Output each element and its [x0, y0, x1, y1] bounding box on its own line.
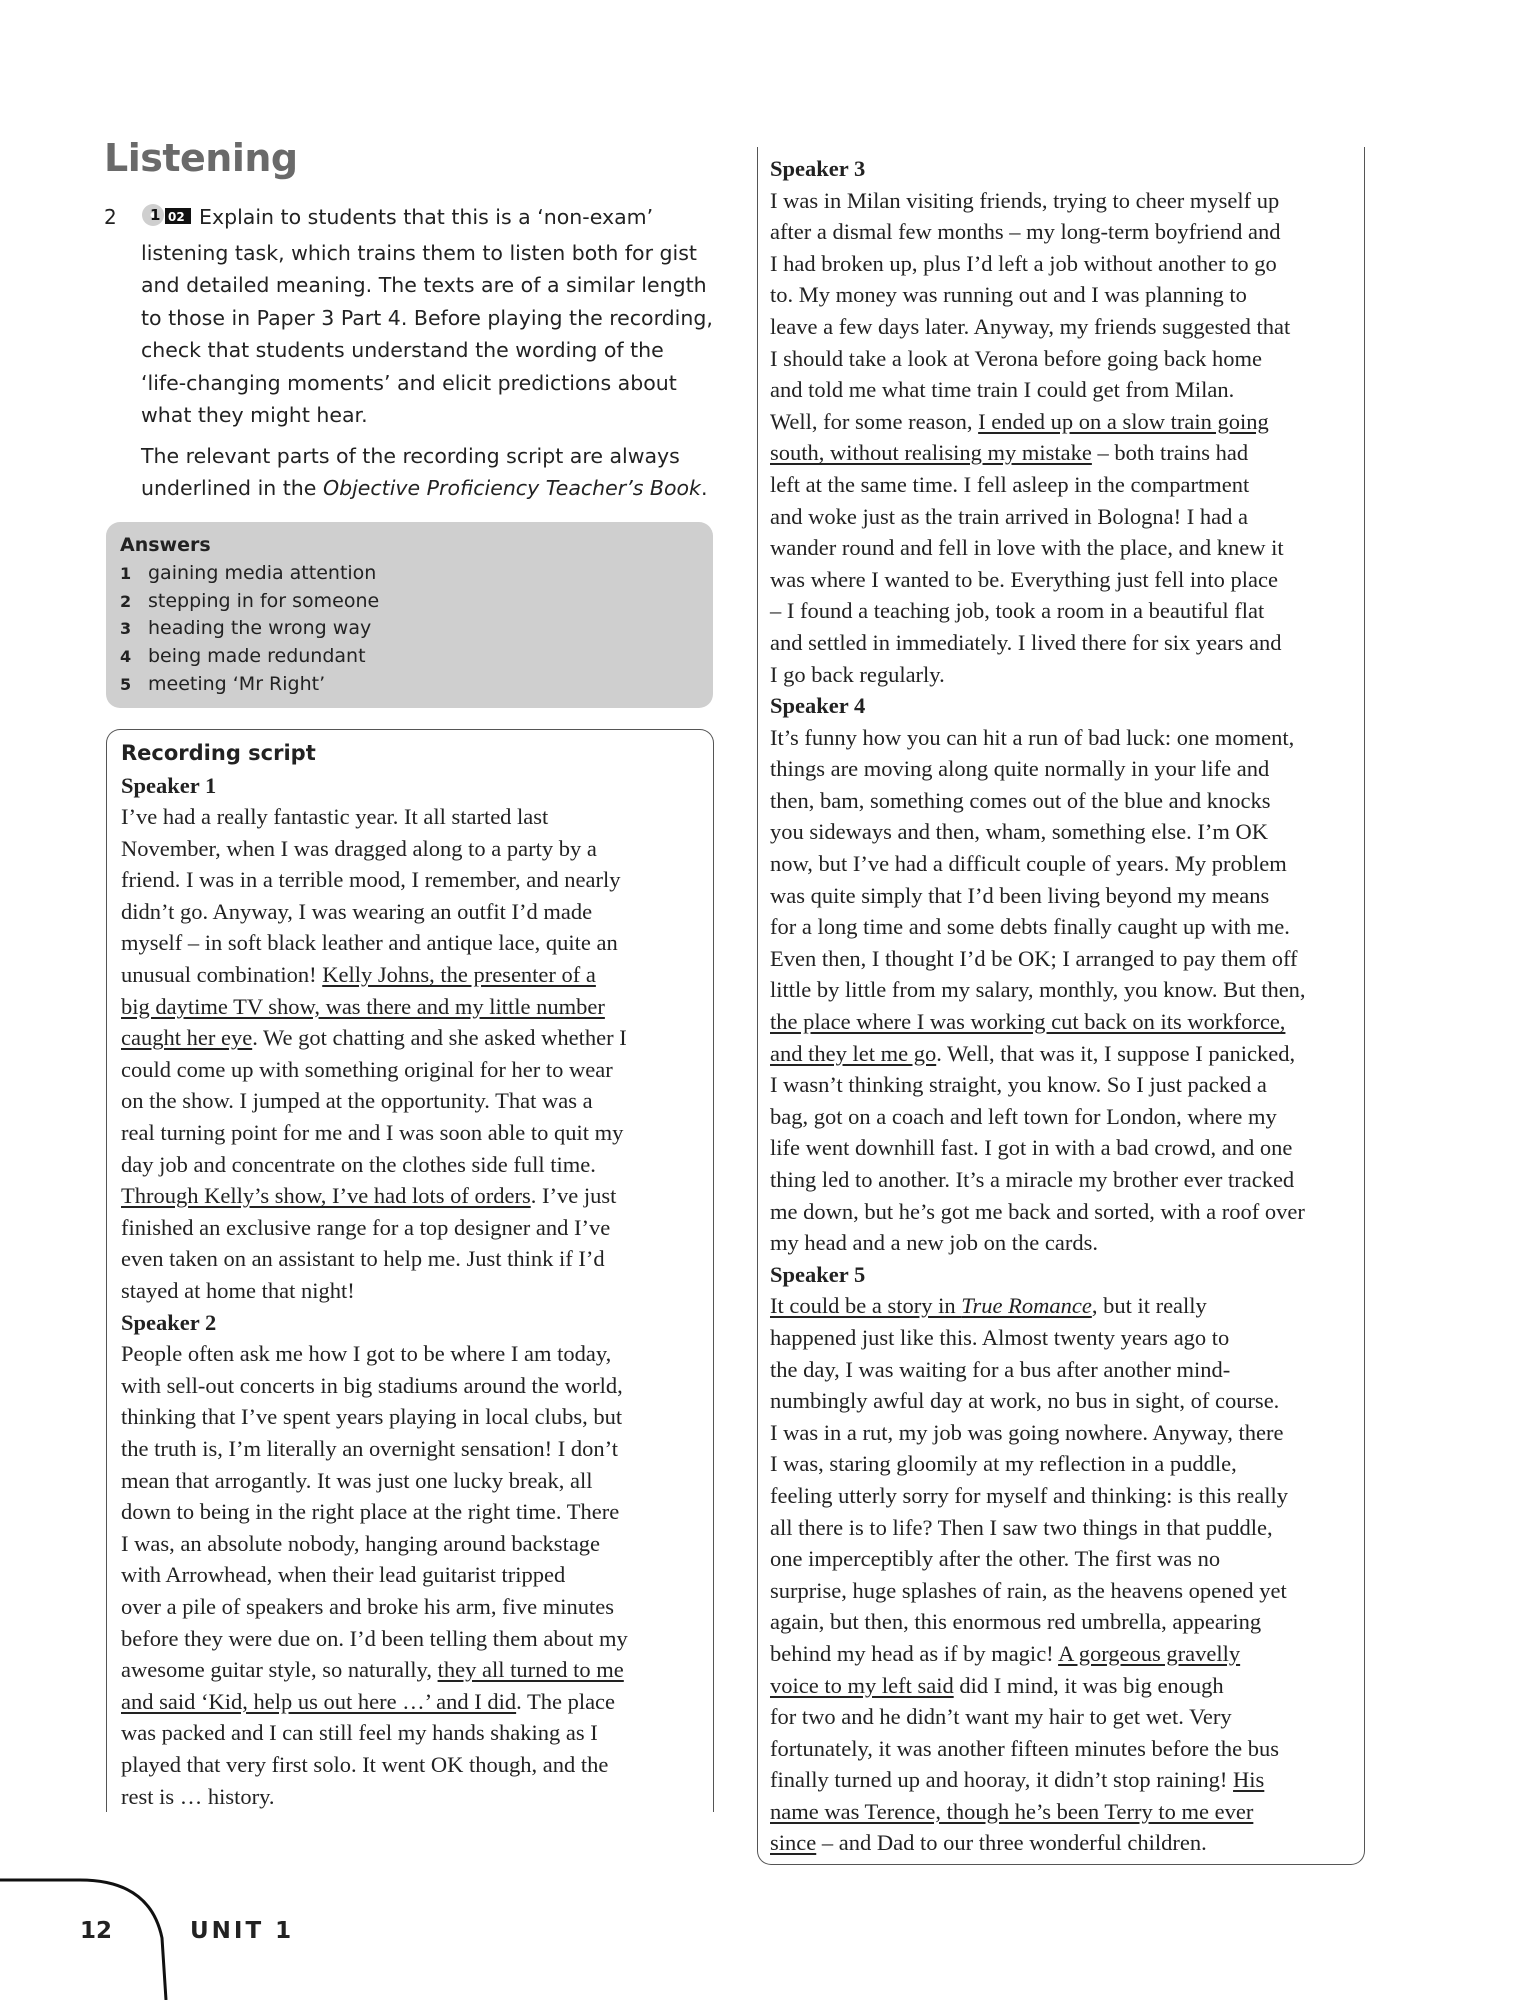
answer-number: 3	[120, 619, 132, 639]
answer-text: meeting ‘Mr Right’	[148, 672, 326, 695]
recording-script-box-left	[106, 729, 714, 1812]
answer-text: gaining media attention	[148, 562, 377, 584]
cd-track-icon	[141, 203, 193, 237]
answers-title: Answers	[120, 534, 211, 556]
instruction-line: underlined in the	[141, 476, 323, 500]
cd-icon	[141, 203, 193, 227]
instruction-line: The relevant parts of the recording script are always	[141, 443, 680, 468]
answer-item	[120, 560, 699, 588]
speaker-1-name: Speaker 1	[121, 772, 217, 798]
answer-item	[120, 671, 699, 699]
section-heading: Listening	[104, 136, 298, 180]
answers-list	[120, 560, 699, 699]
page-number: 12	[80, 1918, 113, 1944]
answer-number: 2	[120, 591, 132, 611]
speaker-4-name: Speaker 4	[770, 693, 866, 719]
answer-item	[120, 615, 699, 643]
speaker-3-name: Speaker 3	[770, 156, 866, 181]
speaker-2-name: Speaker 2	[121, 1309, 217, 1335]
speaker-5-text: It could be a story in True Romance, but it really happened just like this. Almost twenty years ago to the day, I was waiting for a bus after another mind- numbingly awful day at work, no bus in sight, of course. I was in a rut, my job was going nowhere. Anyway, there I was, staring gloomily at my reflection in a puddle, feeling utterly sorry for myself and thinking: is this really all there is to life? Then I saw two things in that puddle, one imperceptibly after the other. The first was no surprise, huge splashes of rain, as the heavens opened yet again, but then, this enormous red umbrella, appearing behind my head as if by magic! A gorgeous gravelly voice to my left said did I mind, it was big enough for two and he didn’t want my hair to get wet. Very fortunately, it was another fifteen minutes before the bus finally turned up and hooray, it didn’t stop raining! His name was Terence, though he’s been Terry to me ever since – and Dad to our three wonderful children.	[770, 1293, 1289, 1856]
answer-text: being made redundant	[148, 645, 366, 668]
answer-number: 1	[120, 564, 132, 583]
teacher-instructions	[141, 201, 721, 513]
cd-track-number: 1	[150, 206, 161, 224]
speaker-3-text: I was in Milan visiting friends, trying to cheer myself up after a dismal few months – my long-term boyfriend and I had broken up, plus I’d left a job without another to go to. My money was running out and I was planning to leave a few days later. Anyway, my friends suggested that I should take a look at Verona before going back home and told me what time train I could get from Milan. Well, for some reason, I ended up on a slow train going south, without realising my mistake – both trains had left at the same time. I fell asleep in the compartment and woke just as the train arrived in Bologna! I had a wander round and fell in love with the place, and knew it was where I wanted to be. Everything just fell into place – I found a teaching job, took a room in a beautiful flat and settled in immediately. I lived there for six years and I go back regularly.	[770, 187, 1291, 687]
cd-track-sub: 02	[168, 210, 185, 224]
recording-script-title: Recording script	[121, 741, 316, 765]
instruction-line: what they might hear.	[141, 403, 368, 427]
speaker-5-name: Speaker 5	[770, 1261, 866, 1287]
instruction-line: to those in Paper 3 Part 4. Before playing the recording,	[141, 305, 713, 330]
answer-number: 4	[120, 647, 132, 667]
answer-text: stepping in for someone	[148, 589, 380, 612]
unit-label: UNIT 1	[190, 1918, 295, 1944]
answers-box	[106, 522, 713, 708]
instruction-line: ‘life-changing moments’ and elicit predictions about	[141, 370, 677, 395]
instruction-line: and detailed meaning. The texts are of a similar length	[141, 273, 707, 297]
instruction-line: check that students understand the wording of the	[141, 338, 664, 362]
speaker-1-text: I’ve had a really fantastic year. It all started last November, when I was dragged along to a party by a friend. I was in a terrible mood, I remember, and nearly didn’t go. Anyway, I was wearing an outfit I’d made myself – in soft black leather and antique lace, quite an unusual combination! Kelly Johns, the presenter of a big daytime TV show, was there and my little number caught her eye. We got chatting and she asked whether I could come up with something original for her to wear on the show. I jumped at the opportunity. That was a real turning point for me and I was soon able to quit my day job and concentrate on the clothes side full time. Through Kelly’s show, I’ve had lots of orders. I’ve just finished an exclusive range for a top designer and I’ve even taken on an assistant to help me. Just think if I’d stayed at home that night!	[121, 804, 627, 1303]
exercise-number: 2	[104, 205, 117, 229]
answer-item	[120, 588, 699, 616]
answer-text: heading the wrong way	[148, 617, 372, 640]
book-title: Objective Proficiency Teacher’s Book	[322, 476, 701, 500]
instruction-line: Explain to students that this is a ‘non-exam’	[199, 205, 654, 229]
instruction-line: listening task, which trains them to listen both for gist	[141, 240, 697, 265]
instruction-punct: .	[700, 476, 708, 500]
speaker-2-text: People often ask me how I got to be where I am today, with sell-out concerts in big stadiums around the world, thinking that I’ve spent years playing in local clubs, but the truth is, I’m literally an overnight sensation! I don’t mean that arrogantly. It was just one lucky break, all down to being in the right place at the right time. There I was, an absolute nobody, hanging around backstage with Arrowhead, when their lead guitarist tripped over a pile of speakers and broke his arm, five minutes before they were due on. I’d been telling them about my awesome guitar style, so naturally, they all turned to me and said ‘Kid, help us out here …’ and I did. The place was packed and I can still feel my hands shaking as I played that very first solo. It went OK though, and the rest is … history.	[121, 1341, 628, 1809]
answer-item	[120, 643, 699, 671]
answer-number: 5	[120, 674, 132, 694]
recording-script-box-right	[757, 147, 1365, 1865]
speaker-4-text: It’s funny how you can hit a run of bad luck: one moment, things are moving along quite normally in your life and then, bam, something comes out of the blue and knocks you sideways and then, wham, something else. I’m OK now, but I’ve had a difficult couple of years. My problem was quite simply that I’d been living beyond my means for a long time and some debts finally caught up with me. Even then, I thought I’d be OK; I arranged to pay them off little by little from my salary, monthly, you know. But then, the place where I was working cut back on its workforce, and they let me go. Well, that was it, I suppose I panicked, I wasn’t thinking straight, you know. So I just packed a bag, got on a coach and left town for London, where my life went downhill fast. I got in with a bad crowd, and one thing led to another. It’s a miracle my brother ever tracked me down, but he’s got me back and sorted, with a roof over my head and a new job on the cards.	[770, 724, 1306, 1256]
